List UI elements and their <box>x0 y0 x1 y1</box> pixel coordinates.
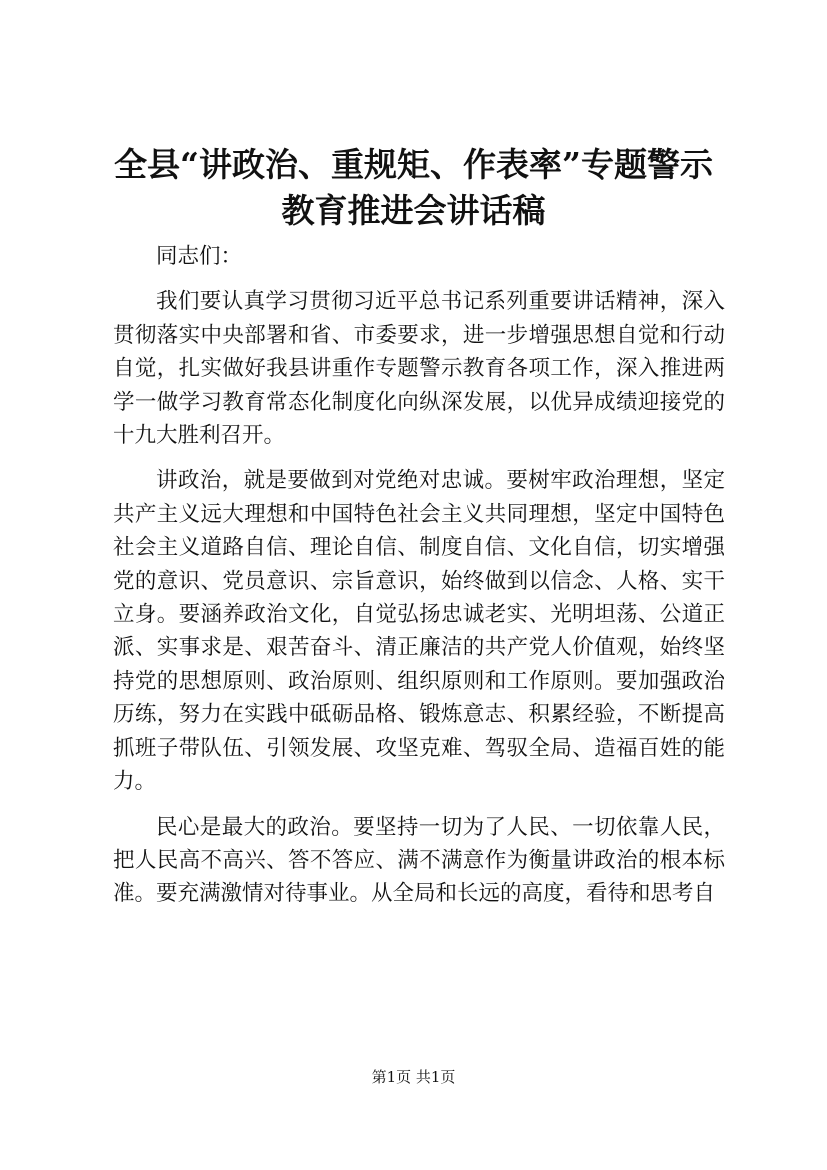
paragraph-politics: 讲政治，就是要做到对党绝对忠诚。要树牢政治理想，坚定共产主义远大理想和中国特色社会主义共同理想，坚定中国特色社会主义道路自信、理论自信、制度自信、文化自信，切实增强党的意识、党员意识、宗旨意识，始终做到以信念、人格、实干立身。要涵养政治文化，自觉弘扬忠诚老实、光明坦荡、公道正派、实事求是、艰苦奋斗、清正廉洁的共产党人价值观，始终坚持党的思想原则、政治原则、组织原则和工作原则。要加强政治历练，努力在实践中砥砺品格、锻炼意志、积累经验，不断提高抓班子带队伍、引领发展、攻坚克难、驾驭全局、造福百姓的能力。 <box>113 468 725 795</box>
document-title: 全县“讲政治、重规矩、作表率”专题警示教育推进会讲话稿 <box>114 145 713 230</box>
document-body <box>113 240 725 911</box>
page-footer: 第1页 共1页 <box>371 1068 456 1086</box>
paragraph-intro: 我们要认真学习贯彻习近平总书记系列重要讲话精神，深入贯彻落实中央部署和省、市委要求，进一步增强思想自觉和行动自觉，扎实做好我县讲重作专题警示教育各项工作，深入推进两学一做学习教育常态化制度化向纵深发展，以优异成绩迎接党的十九大胜利召开。 <box>113 289 725 449</box>
paragraph-people: 民心是最大的政治。要坚持一切为了人民、一切依靠人民，把人民高不高兴、答不答应、满不满意作为衡量讲政治的根本标准。要充满激情对待事业。从全局和长远的高度，看待和思考自 <box>113 814 725 907</box>
greeting: 同志们： <box>156 244 243 269</box>
